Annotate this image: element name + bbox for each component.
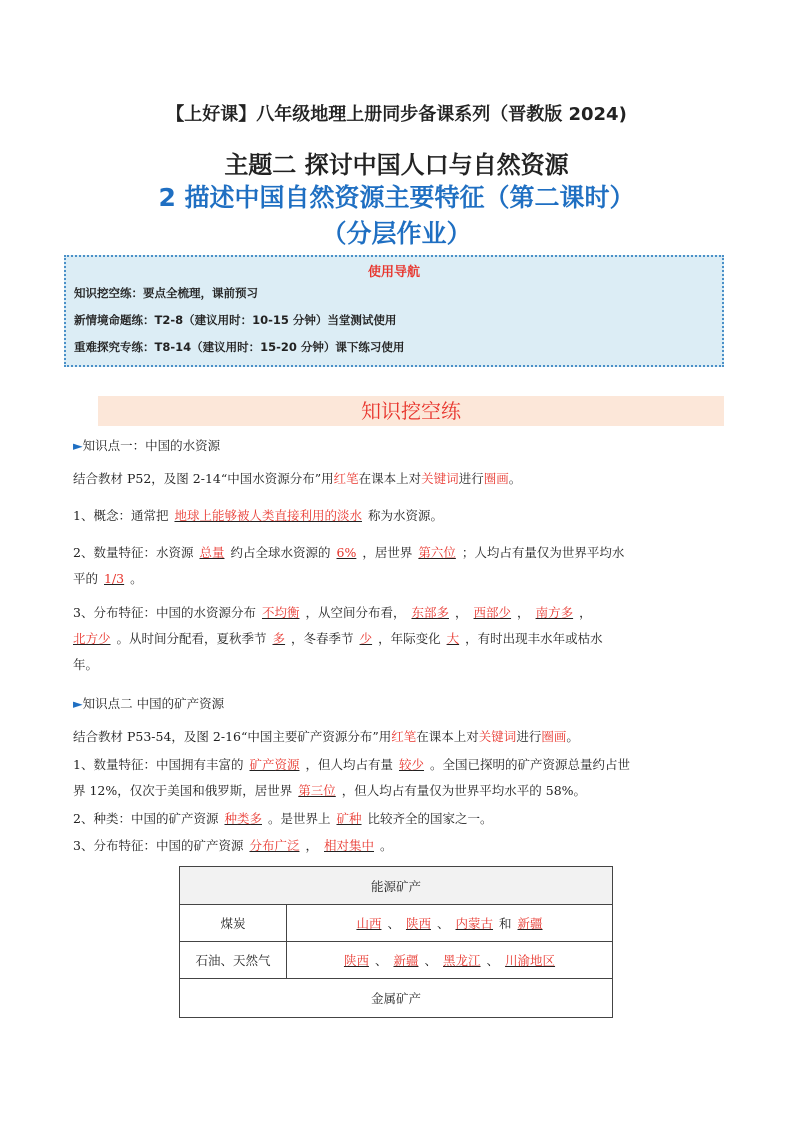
kp1-heading: ►知识点一：中国的水资源	[73, 438, 221, 453]
guide-line: 知识挖空练：要点全梳理，课前预习	[74, 286, 258, 300]
oil-gas-label: 石油、天然气	[180, 942, 287, 979]
answer-blank: 1/3	[104, 571, 125, 586]
answer-blank: 矿种	[336, 811, 362, 826]
answer-blank: 南方多	[535, 605, 574, 620]
lesson-title: 2 描述中国自然资源主要特征（第二课时）	[158, 183, 635, 212]
answer-blank: 第三位	[298, 783, 336, 798]
kp1-distribution: 3、分布特征：中国的水资源分布 不均衡 ，从空间分布看， 东部多 ， 西部少 ， 南方多 ， 北方少 。从时间分配看，夏秋季节 多 ，冬春季节 少 ，年际变化 大 ，有时出现丰水年或枯水 年。	[73, 605, 603, 672]
topic-title: 主题二 探讨中国人口与自然资源	[224, 151, 569, 179]
kp2-distribution: 3、分布特征：中国的矿产资源 分布广泛 ， 相对集中 。	[73, 838, 393, 853]
kp1-intro: 结合教材 P52，及图 2-14“中国水资源分布”用红笔在课本上对关键词进行圈画。	[73, 471, 522, 486]
oil-gas-locations: 陕西 、 新疆 、 黑龙江 、 川渝地区	[287, 942, 613, 979]
usage-guide-box	[64, 255, 724, 367]
series-title: 【上好课】八年级地理上册同步备课系列（晋教版 2024)	[166, 104, 627, 125]
guide-line: 重难探究专练：T8-14（建议用时：15-20 分钟）课下练习使用	[74, 340, 405, 354]
answer-blank: 地球上能够被人类直接利用的淡水	[174, 508, 362, 523]
answer-blank: 第六位	[418, 545, 456, 560]
coal-label: 煤炭	[180, 905, 287, 942]
answer-blank: 不均衡	[261, 605, 300, 620]
kp2-quantity: 1、数量特征：中国拥有丰富的 矿产资源 ，但人均占有量 较少 。全国已探明的矿产资源总量约占世 界 12%，仅次于美国和俄罗斯，居世界 第三位 ，但人均占有量仅为世界平均水平的 58%。	[73, 757, 631, 798]
answer-blank: 矿产资源	[249, 757, 300, 772]
section-title: 知识挖空练	[98, 396, 724, 426]
kp2-types: 2、种类：中国的矿产资源 种类多 。是世界上 矿种 比较齐全的国家之一。	[73, 811, 493, 826]
answer-blank: 分布广泛	[249, 838, 300, 853]
guide-line: 新情境命题练：T2-8（建议用时：10-15 分钟）当堂测试使用	[74, 313, 397, 327]
triangle-icon: ►	[73, 438, 83, 453]
answer-blank: 6%	[336, 545, 357, 560]
kp2-heading: ►知识点二 中国的矿产资源	[73, 696, 225, 711]
energy-minerals-header: 能源矿产	[180, 867, 613, 905]
answer-blank: 较少	[399, 757, 425, 772]
answer-blank: 少	[359, 631, 373, 646]
answer-blank: 西部少	[473, 605, 512, 620]
answer-blank: 东部多	[411, 605, 450, 620]
answer-blank: 相对集中	[324, 838, 375, 853]
metal-minerals-header: 金属矿产	[180, 979, 613, 1018]
triangle-icon: ►	[73, 696, 83, 711]
answer-blank: 大	[446, 631, 460, 646]
kp2-intro: 结合教材 P53-54，及图 2-16“中国主要矿产资源分布”用红笔在课本上对关键词进行圈画。	[73, 729, 579, 744]
answer-blank: 总量	[199, 545, 225, 560]
kp1-concept: 1、概念：通常把 地球上能够被人类直接利用的淡水 称为水资源。	[73, 508, 443, 523]
answer-blank: 种类多	[224, 811, 262, 826]
lesson-subtitle: （分层作业）	[321, 219, 472, 248]
mineral-table	[179, 866, 613, 1018]
coal-locations: 山西 、 陕西 、 内蒙古 和 新疆	[287, 905, 613, 942]
answer-blank: 多	[272, 631, 286, 646]
guide-title: 使用导航	[367, 265, 420, 280]
kp1-quantity: 2、数量特征：水资源 总量 约占全球水资源的 6% ，居世界 第六位 ；人均占有量仅为世界平均水 平的 1/3 。	[73, 545, 625, 586]
answer-blank: 北方少	[73, 631, 111, 646]
